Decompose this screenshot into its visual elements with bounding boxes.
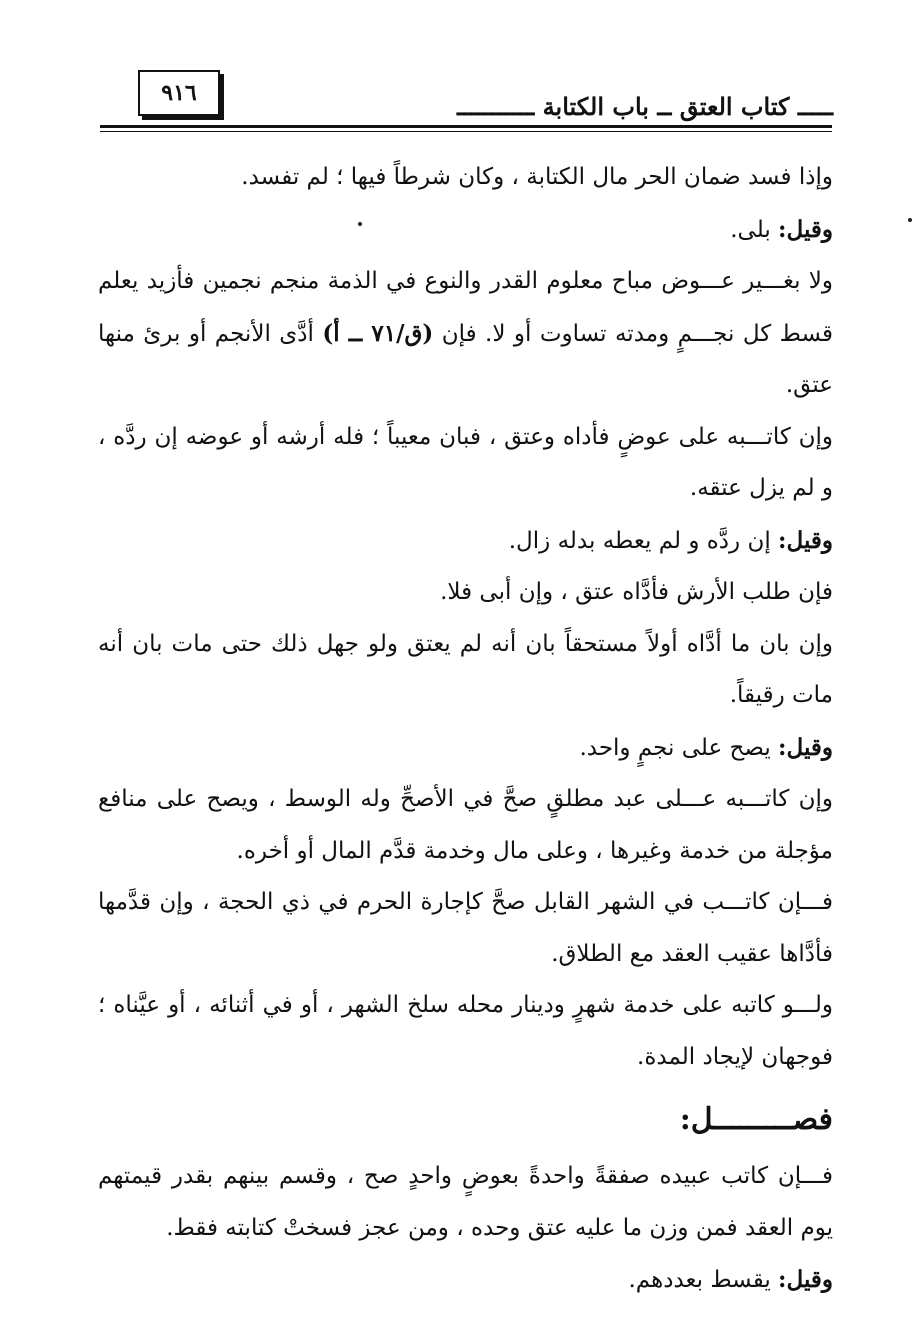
paragraph: [98, 412, 833, 515]
term-label: وقيل:: [778, 1266, 833, 1293]
paragraph: [98, 980, 833, 1083]
paragraph-text: بلى.: [730, 216, 779, 243]
paragraph: [98, 1254, 833, 1307]
paragraph-text: وإن بان ما أدَّاه أولاً مستحقاً بان أنه لم يعتق ولو جهل ذلك حتى مات بان أنه مات رقيقاً.: [98, 630, 833, 708]
paragraph-text: يقسط بعددهم.: [628, 1267, 779, 1293]
term-label: وقيل:: [778, 733, 833, 761]
term-label: وقيل:: [778, 526, 833, 554]
paragraph: [98, 774, 833, 877]
paragraph: [98, 515, 833, 568]
ink-dot: [908, 218, 912, 222]
paragraph: [98, 567, 833, 619]
paragraph: [98, 204, 833, 257]
page-number: ٩١٦: [161, 80, 197, 106]
paragraph-text: وإن كاتـــبه عـــلى عبد مطلقٍ صحَّ في الأصحِّ وله الوسط ، ويصح على منافع مؤجلة من خدمة وغيرها ، وعلى مال وخدمة قدَّم المال أو أخره.: [98, 786, 833, 864]
paragraph-text: وإذا فسد ضمان الحر مال الكتابة ، وكان شرطاً فيها ؛ لم تفسد.: [241, 164, 833, 190]
paragraph-text-continued: أدَّى الأنجم أو برئ منها عتق.: [98, 320, 833, 398]
body-text: [98, 152, 833, 1307]
paragraph-text: إن ردَّه و لم يعطه بدله زال.: [508, 527, 779, 554]
paragraph-text: فـــإن كاتـــب في الشهر القابل صحَّ كإجارة الحرم في ذي الحجة ، وإن قدَّمها فأدَّاها عقيب العقد مع الطلاق.: [98, 889, 833, 967]
paragraph: [98, 619, 833, 722]
paragraph: [98, 256, 833, 412]
header-rule-thin: [100, 131, 832, 132]
running-title: ـــــ كتاب العتق ــ باب الكتابة ـــــــــــ: [456, 92, 833, 121]
section-heading: فصـــــــــل:: [679, 1102, 833, 1137]
paragraph-text: فإن طلب الأرش فأدَّاه عتق ، وإن أبى فلا.: [440, 579, 833, 605]
paragraph: [98, 152, 833, 204]
paragraph-text: وإن كاتـــبه على عوضٍ فأداه وعتق ، فبان معيباً ؛ فله أرشه أو عوضه إن ردَّه ، و لم يزل عتقه.: [98, 423, 833, 501]
paragraph-text: ولا بغـــير عـــوض مباح معلوم القدر والنوع في الذمة منجم نجمين فأزيد يعلم قسط كل نجـــمٍ ومدته تساوت أو لا. فإن: [98, 268, 833, 347]
manuscript-reference: (ق/٧١ ــ أ): [322, 319, 434, 347]
term-label: وقيل:: [778, 215, 833, 243]
paragraph: [98, 1151, 833, 1254]
paragraph: [98, 722, 833, 775]
header-rule-thick: [100, 125, 832, 128]
page-number-box: [138, 70, 220, 116]
paragraph: [98, 877, 833, 980]
paragraph-text: فـــإن كاتب عبيده صفقةً واحدةً بعوضٍ واحدٍ صح ، وقسم بينهم بقدر قيمتهم يوم العقد فمن وزن ما عليه عتق وحده ، ومن عجز فسختْ كتابته فقط.: [98, 1163, 833, 1241]
paragraph-text: ولـــو كاتبه على خدمة شهرٍ ودينار محله سلخ الشهر ، أو في أثنائه ، أو عيَّناه ؛ فوجهان لإيجاد المدة.: [98, 992, 833, 1070]
paragraph-text: يصح على نجمٍ واحد.: [579, 734, 779, 761]
